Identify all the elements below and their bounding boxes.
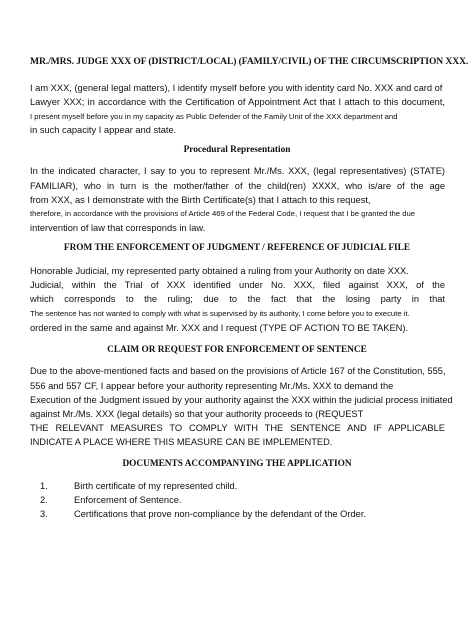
paragraph-line: which corresponds to the ruling; due to the fact that the losing party in that <box>30 294 445 304</box>
paragraph-line: against Mr./Ms. XXX (legal details) so that your authority proceeds to (REQUEST <box>30 409 364 419</box>
intro-line: I am XXX, (general legal matters), I identify myself before you with identity card No. XXX and card of <box>30 83 443 93</box>
intro-line: in such capacity I appear and state. <box>30 125 177 135</box>
paragraph-line: Due to the above-mentioned facts and based on the provisions of Article 167 of the Constitution, 555, <box>30 366 446 376</box>
paragraph-line: FAMILIAR), who in turn is the mother/father of the child(ren) XXXX, who is/are of the age <box>30 181 445 191</box>
section-heading-documents-accompanying: DOCUMENTS ACCOMPANYING THE APPLICATION <box>122 459 352 469</box>
paragraph-line: Honorable Judicial, my represented party obtained a ruling from your Authority on date XXX. <box>30 266 409 276</box>
section-heading-claim-or-request: CLAIM OR REQUEST FOR ENFORCEMENT OF SENTENCE <box>107 345 367 355</box>
intro-line: I present myself before you in my capacity as Public Defender of the Family Unit of the XXX department and <box>30 112 398 121</box>
paragraph-line: ordered in the same and against Mr. XXX and I request (TYPE OF ACTION TO BE TAKEN). <box>30 323 409 333</box>
paragraph-line: Judicial, within the Trial of XXX identified under No. XXX, filed against XXX, of the <box>30 280 445 290</box>
list-item: Enforcement of Sentence. <box>74 495 182 505</box>
paragraph-line: INDICATE A PLACE WHERE THIS MEASURE CAN BE IMPLEMENTED. <box>30 437 333 447</box>
list-number: 2. <box>40 495 48 505</box>
section-heading-enforcement-of-judgment: FROM THE ENFORCEMENT OF JUDGMENT / REFERENCE OF JUDICIAL FILE <box>63 243 411 253</box>
paragraph-line: from XXX, as I demonstrate with the Birth Certificate(s) that I attach to this request, <box>30 195 371 205</box>
document-title: MR./MRS. JUDGE XXX OF (DISTRICT/LOCAL) (FAMILY/CIVIL) OF THE CIRCUMSCRIPTION XXX. <box>30 56 469 67</box>
paragraph-line: THE RELEVANT MEASURES TO COMPLY WITH THE SENTENCE AND IF APPLICABLE <box>30 423 445 433</box>
section-heading-procedural-representation: Procedural Representation <box>183 145 291 155</box>
paragraph-line: The sentence has not wanted to comply with what is supervised by its authority, I come before you to execute it. <box>30 309 410 318</box>
paragraph-line: Execution of the Judgment issued by your authority against the XXX within the judicial process initiated <box>30 395 453 405</box>
paragraph-line: 556 and 557 CF, I appear before your authority representing Mr./Ms. XXX to demand the <box>30 381 394 391</box>
paragraph-line: therefore, in accordance with the provisions of Article 469 of the Federal Code, I request that I be granted the due <box>30 209 416 218</box>
list-item: Certifications that prove non-compliance by the defendant of the Order. <box>74 509 366 519</box>
paragraph-line: intervention of law that corresponds in law. <box>30 223 206 233</box>
list-number: 1. <box>40 481 48 491</box>
intro-line: Lawyer XXX; in accordance with the Certification of Appointment Act that I attach to this document, <box>30 97 445 107</box>
list-number: 3. <box>40 509 48 519</box>
paragraph-line: In the indicated character, I say to you to represent Mr./Ms. XXX, (legal representatives) (STATE) <box>30 166 445 176</box>
list-item: Birth certificate of my represented child. <box>74 481 238 491</box>
